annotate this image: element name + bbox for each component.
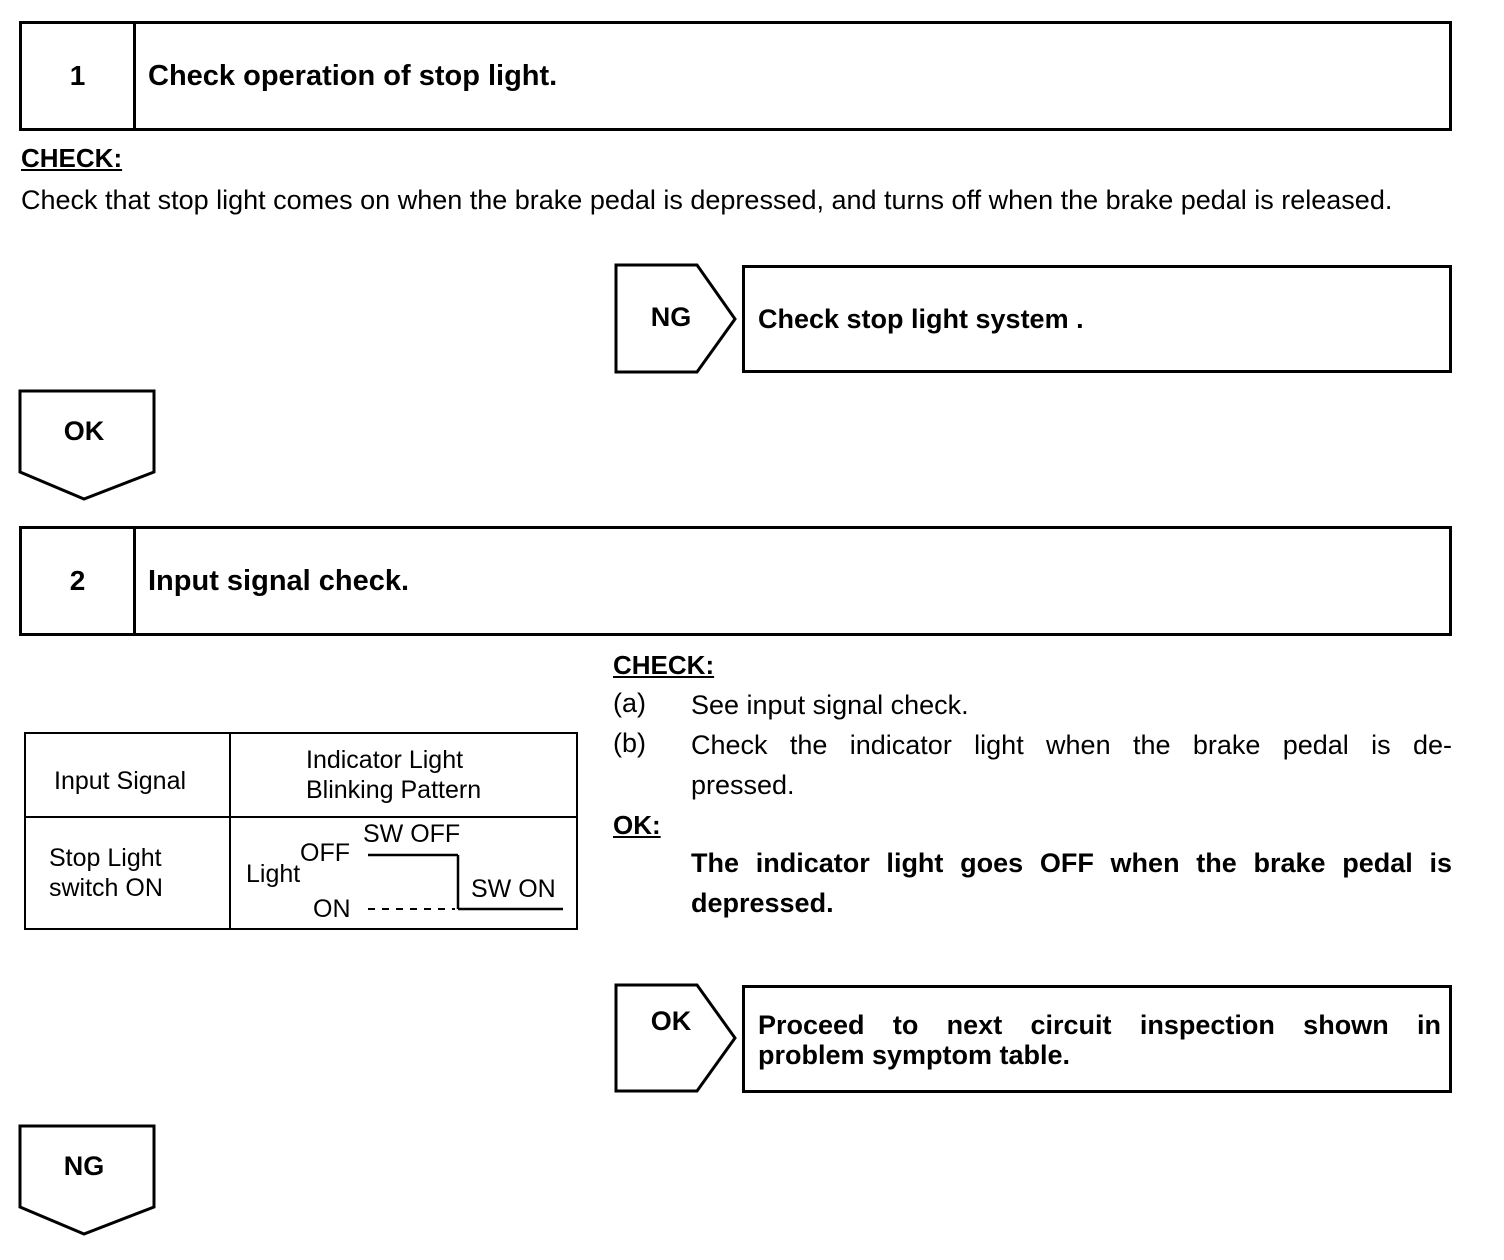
step-2-item-a-label: (a) — [613, 688, 646, 718]
step-2-item-b-line1: Check the indicator light when the brake pedal is de- — [691, 730, 1452, 760]
table-header-input-signal: Input Signal — [54, 767, 187, 795]
step-1-check-label: CHECK: — [21, 143, 123, 173]
step-2-ok-label: OK — [650, 1006, 692, 1036]
step-2-item-b-line2: pressed. — [691, 770, 795, 800]
table-row-stop-light-line1: Stop Light — [49, 844, 162, 872]
step-2-item-b-label: (b) — [613, 728, 646, 758]
step-2-item-a-text: See input signal check. — [691, 690, 969, 720]
diagram-off-label: OFF — [300, 839, 350, 867]
table-header-blinking-line2: Blinking Pattern — [306, 776, 482, 804]
step-1-ng-label: NG — [650, 302, 692, 332]
step-1-check-text: Check that stop light comes on when the brake pedal is depressed, and turns off when the brake pedal is released. — [21, 185, 1393, 215]
step-1-number: 1 — [22, 24, 136, 128]
step-1-title: Check operation of stop light. — [148, 59, 558, 92]
step-2-title: Input signal check. — [148, 564, 410, 597]
diagram-on-label: ON — [313, 895, 351, 923]
step-2-ok-result-line2: problem symptom table. — [758, 1040, 1071, 1070]
step-2-number: 2 — [22, 529, 136, 633]
table-header-blinking-line1: Indicator Light — [306, 746, 464, 774]
step-2-ok-result-line1: Proceed to next circuit inspection shown in — [758, 1010, 1441, 1040]
step-2-ng-label: NG — [63, 1151, 105, 1181]
diagram-sw-on-label: SW ON — [471, 875, 556, 903]
step-2-check-label: CHECK: — [613, 650, 715, 680]
step-1-ok-label: OK — [63, 416, 105, 446]
step-2-ok-text-line1: The indicator light goes OFF when the brake pedal is — [691, 848, 1452, 878]
diagram-light-label: Light — [246, 860, 301, 888]
diagram-sw-off-label: SW OFF — [363, 820, 461, 848]
table-row-stop-light-line2: switch ON — [49, 874, 163, 902]
step-2-ok-text-line2: depressed. — [691, 888, 834, 918]
step-2-ok-header: OK: — [613, 810, 661, 840]
step-1-ng-result-text: Check stop light system . — [758, 304, 1084, 334]
